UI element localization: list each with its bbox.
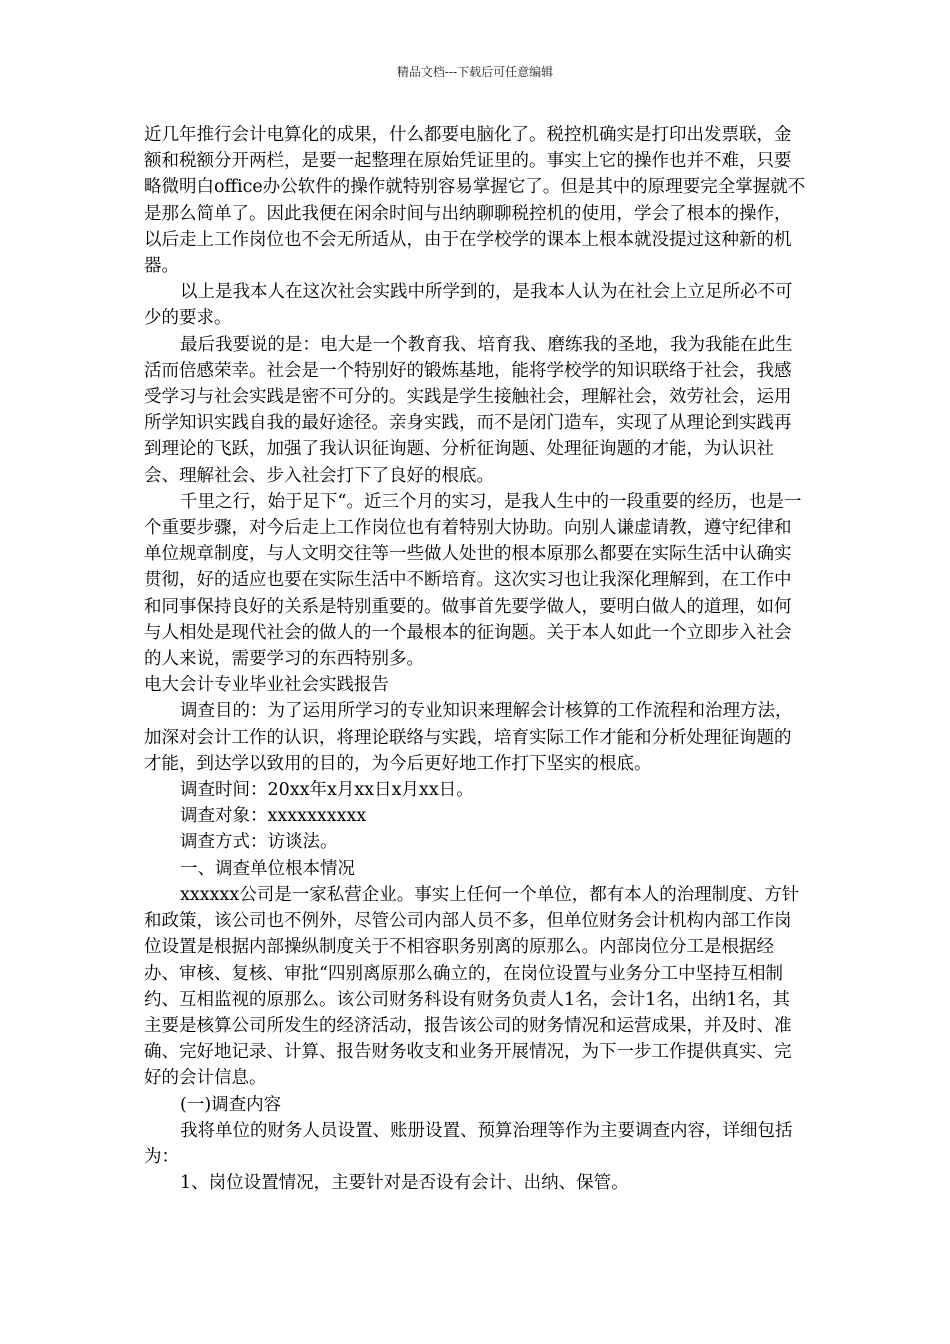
report-title: 电大会计专业毕业社会实践报告	[144, 675, 389, 696]
survey-method: 调查方式：访谈法。	[180, 832, 338, 853]
paragraph-company-overview: xxxxxx公司是一家私营企业。事实上任何一个单位，都有本人的治理制度、方针和政策，该公司也不例外，尽管公司内部人员不多，但单位财务会计机构内部工作岗位设置是根据内部操纵制度关于不相容职务别离的原那么。内部岗位分工是根据经办、审核、复核、审批“四别离原那么确立的，在岗位设置与业务分工中坚持互相制约、互相监视的原那么。该公司财务科设有财务负责人1名，会计1名，出纳1名，其主要是核算公司所发生的经济活动，报告该公司的财务情况和运营成果，并及时、准确、完好地记录、计算、报告财务收支和业务开展情况，为下一步工作提供真实、完好的会计信息。	[144, 884, 800, 1089]
survey-purpose: 调查目的：为了运用所学习的专业知识来理解会计核算的工作流程和治理方法，加深对会计工作的认识，将理论联络与实践，培育实际工作才能和分析处理征询题的才能，到达学以致用的目的，为今后更好地工作打下坚实的根底。	[144, 701, 793, 774]
list-item-position-setup: 1、岗位设置情况，主要针对是否设有会计、出纳、保管。	[180, 1173, 629, 1194]
paragraph-tax-machine: 近几年推行会计电算化的成果，什么都要电脑化了。税控机确实是打印出发票联，金额和税额分开两栏，是要一起整理在原始凭证里的。事实上它的操作也并不难，只要略微明白office办公软件的操作就特别容易掌握它了。但是其中的原理要完全掌握就不是那么简单了。因此我便在闲余时间与出纳聊聊税控机的使用，学会了根本的操作，以后走上工作岗位也不会无所适从，由于在学校学的课本上根本就没提过这种新的机器。	[144, 125, 806, 277]
survey-subject: 调查对象：xxxxxxxxxx	[180, 806, 367, 827]
subsection-heading-survey-content: (一)调查内容	[180, 1094, 282, 1115]
paragraph-practice-summary: 以上是我本人在这次社会实践中所学到的，是我本人认为在社会上立足所必不可少的要求。	[144, 282, 793, 329]
paragraph-internship-reflection: 千里之行，始于足下“。近三个月的实习，是我人生中的一段重要的经历，也是一个重要步骤，对今后走上工作岗位也有着特别大协助。向别人谦虚请教，遵守纪律和单位规章制度，与人文明交往等一些做人处世的根本原那么都要在实际生活中认确实贯彻，好的适应也要在实际生活中不断培育。这次实习也让我深化理解到，在工作中和同事保持良好的关系是特别重要的。做事首先要学做人，要明白做人的道理，如何与人相处是现代社会的做人的一个最根本的征询题。关于本人如此一个立即步入社会的人来说，需要学习的东西特别多。	[144, 491, 802, 670]
paragraph-final-words: 最后我要说的是：电大是一个教育我、培育我、磨练我的圣地，我为我能在此生活而倍感荣幸。社会是一个特别好的锻炼基地，能将学校学的知识联络于社会，我感受学习与社会实践是密不可分的。实践是学生接触社会，理解社会，效劳社会，运用所学知识实践自我的最好途径。亲身实践，而不是闭门造车，实现了从理论到实践再到理论的飞跃，加强了我认识征询题、分析征询题、处理征询题的才能，为认识社会、理解社会、步入社会打下了良好的根底。	[144, 334, 793, 486]
document-body	[144, 122, 806, 1196]
survey-time: 调查时间：20xx年x月xx日x月xx日。	[180, 780, 474, 801]
paragraph-survey-scope: 我将单位的财务人员设置、账册设置、预算治理等作为主要调查内容，详细包括为：	[144, 1120, 793, 1167]
section-heading-unit-basics: 一、调查单位根本情况	[180, 858, 355, 879]
page-header: 精品文档---下载后可任意编辑	[396, 65, 554, 79]
